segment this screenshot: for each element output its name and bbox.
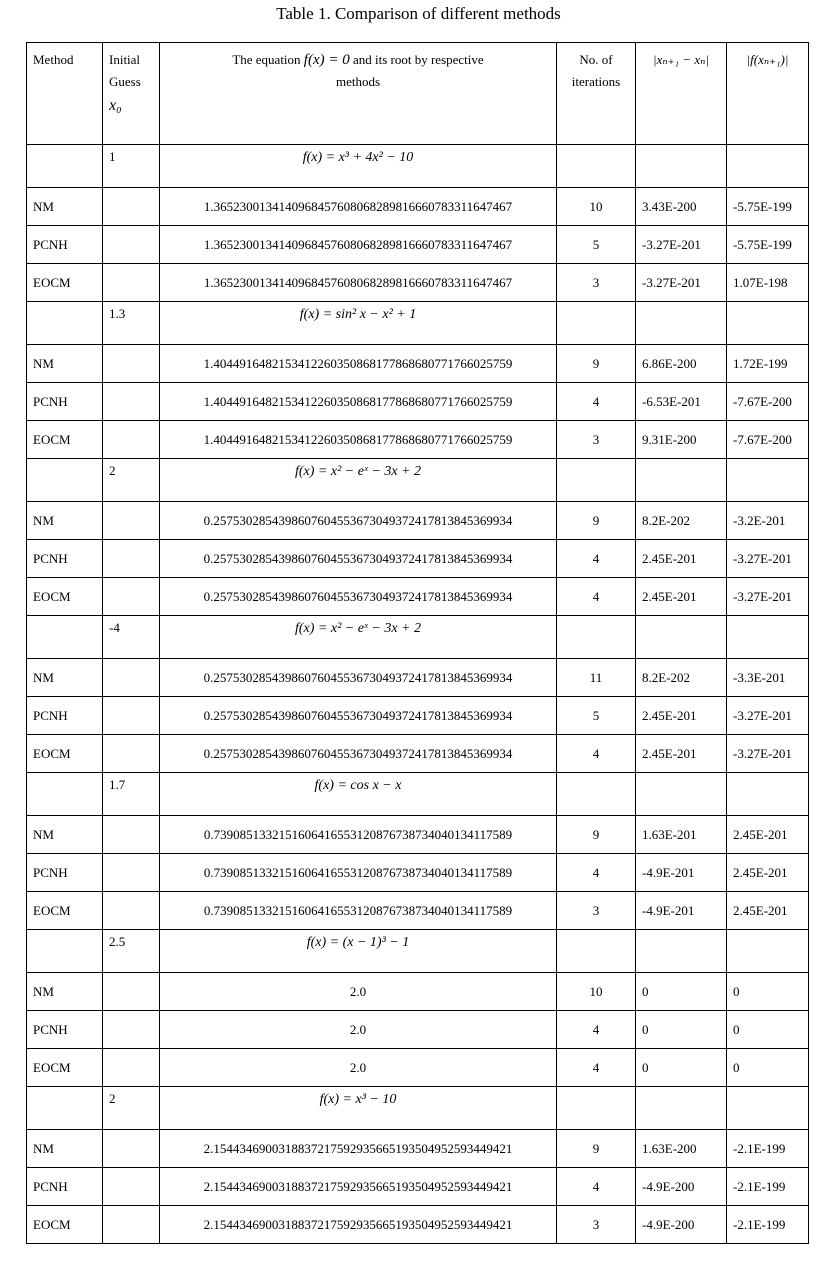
header-equation xyxy=(160,43,557,145)
method-cell: NM xyxy=(27,502,103,540)
function-value-cell: -5.75E-199 xyxy=(727,226,809,264)
iterations-cell: 10 xyxy=(557,188,636,226)
iterations-cell: 3 xyxy=(557,892,636,930)
iterations-cell: 10 xyxy=(557,973,636,1011)
empty-cell xyxy=(557,302,636,345)
header-guess-line1: Initial xyxy=(109,52,141,67)
function-value-cell: -3.27E-201 xyxy=(727,735,809,773)
empty-cell xyxy=(103,816,160,854)
empty-cell xyxy=(636,459,727,502)
empty-cell xyxy=(727,1087,809,1130)
function-value-cell: -7.67E-200 xyxy=(727,383,809,421)
empty-cell xyxy=(103,421,160,459)
function-value-cell: -3.27E-201 xyxy=(727,578,809,616)
equation-text: f(x) = sin² x − x² + 1 xyxy=(299,307,417,322)
iterations-cell: 4 xyxy=(557,854,636,892)
equation-cell xyxy=(160,145,557,188)
function-value-cell: 2.45E-201 xyxy=(727,892,809,930)
equation-row xyxy=(27,930,809,973)
difference-cell: -4.9E-200 xyxy=(636,1206,727,1244)
header-eq-suffix-2: methods xyxy=(335,74,381,89)
difference-cell: -4.9E-201 xyxy=(636,892,727,930)
iterations-cell: 3 xyxy=(557,264,636,302)
function-value-cell: 2.45E-201 xyxy=(727,816,809,854)
root-cell: 0.2575302854398607604553673049372417813845369934 xyxy=(160,697,557,735)
difference-cell: 0 xyxy=(636,973,727,1011)
difference-cell: -4.9E-200 xyxy=(636,1168,727,1206)
root-cell: 2.0 xyxy=(160,1011,557,1049)
initial-guess-cell: 1 xyxy=(103,145,160,188)
table-row xyxy=(27,697,809,735)
iterations-cell: 3 xyxy=(557,1206,636,1244)
empty-cell xyxy=(27,302,103,345)
empty-cell xyxy=(557,145,636,188)
root-cell: 2.1544346900318837217592935665193504952593449421 xyxy=(160,1168,557,1206)
empty-cell xyxy=(103,1206,160,1244)
header-function-value xyxy=(727,43,809,145)
difference-cell: -4.9E-201 xyxy=(636,854,727,892)
difference-cell: 2.45E-201 xyxy=(636,697,727,735)
method-cell: PCNH xyxy=(27,226,103,264)
empty-cell xyxy=(27,459,103,502)
method-cell: NM xyxy=(27,816,103,854)
equation-cell xyxy=(160,930,557,973)
empty-cell xyxy=(727,616,809,659)
root-cell: 1.3652300134140968457608068289816660783311647467 xyxy=(160,226,557,264)
table-row xyxy=(27,502,809,540)
function-value-cell: 1.72E-199 xyxy=(727,345,809,383)
equation-row xyxy=(27,1087,809,1130)
table-row xyxy=(27,1049,809,1087)
empty-cell xyxy=(103,540,160,578)
table-row xyxy=(27,816,809,854)
table-row xyxy=(27,345,809,383)
equation-text: f(x) = (x − 1)³ − 1 xyxy=(306,935,410,950)
difference-cell: 6.86E-200 xyxy=(636,345,727,383)
equation-row xyxy=(27,302,809,345)
header-difference xyxy=(636,43,727,145)
root-cell: 0.7390851332151606416553120876738734040134117589 xyxy=(160,892,557,930)
table-row xyxy=(27,659,809,697)
empty-cell xyxy=(557,616,636,659)
difference-cell: 2.45E-201 xyxy=(636,735,727,773)
header-guess-symbol: x₀ xyxy=(109,97,122,114)
iterations-cell: 4 xyxy=(557,735,636,773)
empty-cell xyxy=(557,773,636,816)
empty-cell xyxy=(727,302,809,345)
method-cell: NM xyxy=(27,345,103,383)
difference-cell: 1.63E-200 xyxy=(636,1130,727,1168)
method-cell: NM xyxy=(27,1130,103,1168)
empty-cell xyxy=(103,383,160,421)
root-cell: 0.2575302854398607604553673049372417813845369934 xyxy=(160,502,557,540)
empty-cell xyxy=(27,1087,103,1130)
equation-cell xyxy=(160,616,557,659)
function-value-cell: -3.27E-201 xyxy=(727,540,809,578)
empty-cell xyxy=(103,578,160,616)
empty-cell xyxy=(103,1049,160,1087)
iterations-cell: 5 xyxy=(557,226,636,264)
header-diff-label: |xₙ₊₁ − xₙ| xyxy=(653,52,709,67)
iterations-cell: 4 xyxy=(557,1011,636,1049)
method-cell: PCNH xyxy=(27,383,103,421)
method-cell: PCNH xyxy=(27,540,103,578)
empty-cell xyxy=(636,616,727,659)
function-value-cell: 0 xyxy=(727,1049,809,1087)
difference-cell: 8.2E-202 xyxy=(636,659,727,697)
difference-cell: 2.45E-201 xyxy=(636,578,727,616)
root-cell: 0.7390851332151606416553120876738734040134117589 xyxy=(160,816,557,854)
method-cell: EOCM xyxy=(27,578,103,616)
method-cell: PCNH xyxy=(27,854,103,892)
function-value-cell: -3.27E-201 xyxy=(727,697,809,735)
empty-cell xyxy=(103,697,160,735)
function-value-cell: 2.45E-201 xyxy=(727,854,809,892)
header-eq-prefix: The equation xyxy=(232,52,301,67)
empty-cell xyxy=(103,502,160,540)
empty-cell xyxy=(103,188,160,226)
table-row xyxy=(27,188,809,226)
empty-cell xyxy=(103,735,160,773)
difference-cell: -3.27E-201 xyxy=(636,264,727,302)
method-cell: EOCM xyxy=(27,264,103,302)
function-value-cell: 0 xyxy=(727,1011,809,1049)
empty-cell xyxy=(636,930,727,973)
equation-text: f(x) = x³ + 4x² − 10 xyxy=(302,150,414,165)
method-cell: EOCM xyxy=(27,892,103,930)
function-value-cell: -2.1E-199 xyxy=(727,1206,809,1244)
empty-cell xyxy=(103,973,160,1011)
difference-cell: 0 xyxy=(636,1049,727,1087)
table-row xyxy=(27,892,809,930)
difference-cell: -6.53E-201 xyxy=(636,383,727,421)
root-cell: 2.1544346900318837217592935665193504952593449421 xyxy=(160,1130,557,1168)
table-row xyxy=(27,421,809,459)
equation-row xyxy=(27,773,809,816)
table-row xyxy=(27,383,809,421)
equation-text: f(x) = cos x − x xyxy=(314,778,402,793)
initial-guess-cell: -4 xyxy=(103,616,160,659)
empty-cell xyxy=(103,345,160,383)
method-cell: EOCM xyxy=(27,735,103,773)
iterations-cell: 3 xyxy=(557,421,636,459)
iterations-cell: 9 xyxy=(557,1130,636,1168)
iterations-cell: 9 xyxy=(557,345,636,383)
difference-cell: 1.63E-201 xyxy=(636,816,727,854)
equation-cell xyxy=(160,1087,557,1130)
equation-cell xyxy=(160,773,557,816)
iterations-cell: 9 xyxy=(557,502,636,540)
empty-cell xyxy=(103,1168,160,1206)
header-method-label: Method xyxy=(33,52,74,67)
initial-guess-cell: 2 xyxy=(103,459,160,502)
empty-cell xyxy=(27,616,103,659)
empty-cell xyxy=(636,302,727,345)
method-cell: PCNH xyxy=(27,1011,103,1049)
empty-cell xyxy=(27,145,103,188)
root-cell: 2.0 xyxy=(160,973,557,1011)
difference-cell: -3.27E-201 xyxy=(636,226,727,264)
header-iter-line1: No. of xyxy=(579,52,613,67)
equation-row xyxy=(27,616,809,659)
empty-cell xyxy=(636,773,727,816)
empty-cell xyxy=(103,1011,160,1049)
iterations-cell: 4 xyxy=(557,1049,636,1087)
header-row xyxy=(27,43,809,145)
initial-guess-cell: 1.7 xyxy=(103,773,160,816)
method-cell: NM xyxy=(27,659,103,697)
iterations-cell: 11 xyxy=(557,659,636,697)
header-iter-line2: iterations xyxy=(571,74,621,89)
empty-cell xyxy=(103,226,160,264)
root-cell: 1.4044916482153412260350868177868680771766025759 xyxy=(160,421,557,459)
table-row xyxy=(27,1206,809,1244)
table-body xyxy=(27,43,809,1244)
equation-cell xyxy=(160,459,557,502)
header-initial-guess xyxy=(103,43,160,145)
function-value-cell: -7.67E-200 xyxy=(727,421,809,459)
root-cell: 1.3652300134140968457608068289816660783311647467 xyxy=(160,264,557,302)
equation-row xyxy=(27,145,809,188)
empty-cell xyxy=(27,930,103,973)
equation-text: f(x) = x² − eˣ − 3x + 2 xyxy=(294,621,421,636)
root-cell: 0.2575302854398607604553673049372417813845369934 xyxy=(160,578,557,616)
method-cell: PCNH xyxy=(27,1168,103,1206)
empty-cell xyxy=(727,930,809,973)
function-value-cell: -3.2E-201 xyxy=(727,502,809,540)
root-cell: 0.7390851332151606416553120876738734040134117589 xyxy=(160,854,557,892)
table-row xyxy=(27,735,809,773)
empty-cell xyxy=(557,459,636,502)
empty-cell xyxy=(103,659,160,697)
header-method xyxy=(27,43,103,145)
table-row xyxy=(27,226,809,264)
equation-text: f(x) = x³ − 10 xyxy=(319,1092,397,1107)
root-cell: 1.3652300134140968457608068289816660783311647467 xyxy=(160,188,557,226)
method-cell: NM xyxy=(27,188,103,226)
header-iterations xyxy=(557,43,636,145)
difference-cell: 0 xyxy=(636,1011,727,1049)
empty-cell xyxy=(727,459,809,502)
root-cell: 1.4044916482153412260350868177868680771766025759 xyxy=(160,345,557,383)
root-cell: 2.1544346900318837217592935665193504952593449421 xyxy=(160,1206,557,1244)
function-value-cell: -5.75E-199 xyxy=(727,188,809,226)
root-cell: 0.2575302854398607604553673049372417813845369934 xyxy=(160,540,557,578)
comparison-table xyxy=(26,42,809,1244)
method-cell: NM xyxy=(27,973,103,1011)
difference-cell: 3.43E-200 xyxy=(636,188,727,226)
table-row xyxy=(27,540,809,578)
table-row xyxy=(27,1011,809,1049)
method-cell: EOCM xyxy=(27,1206,103,1244)
table-row xyxy=(27,578,809,616)
iterations-cell: 4 xyxy=(557,383,636,421)
root-cell: 2.0 xyxy=(160,1049,557,1087)
header-guess-line2: Guess xyxy=(109,74,141,89)
empty-cell xyxy=(103,1130,160,1168)
function-value-cell: 1.07E-198 xyxy=(727,264,809,302)
table-row xyxy=(27,1130,809,1168)
method-cell: PCNH xyxy=(27,697,103,735)
empty-cell xyxy=(103,264,160,302)
initial-guess-cell: 2.5 xyxy=(103,930,160,973)
empty-cell xyxy=(103,854,160,892)
table-caption: Table 1. Comparison of different methods xyxy=(276,4,561,23)
iterations-cell: 5 xyxy=(557,697,636,735)
empty-cell xyxy=(636,145,727,188)
method-cell: EOCM xyxy=(27,1049,103,1087)
header-eq-formula: f(x) = 0 xyxy=(303,52,350,68)
function-value-cell: -3.3E-201 xyxy=(727,659,809,697)
initial-guess-cell: 1.3 xyxy=(103,302,160,345)
difference-cell: 2.45E-201 xyxy=(636,540,727,578)
root-cell: 1.4044916482153412260350868177868680771766025759 xyxy=(160,383,557,421)
equation-cell xyxy=(160,302,557,345)
equation-text: f(x) = x² − eˣ − 3x + 2 xyxy=(294,464,421,479)
empty-cell xyxy=(103,892,160,930)
table-row xyxy=(27,264,809,302)
equation-row xyxy=(27,459,809,502)
header-eq-suffix-1: and its root by respective xyxy=(352,52,484,67)
iterations-cell: 4 xyxy=(557,578,636,616)
difference-cell: 9.31E-200 xyxy=(636,421,727,459)
empty-cell xyxy=(557,1087,636,1130)
empty-cell xyxy=(727,773,809,816)
root-cell: 0.2575302854398607604553673049372417813845369934 xyxy=(160,735,557,773)
function-value-cell: -2.1E-199 xyxy=(727,1130,809,1168)
method-cell: EOCM xyxy=(27,421,103,459)
root-cell: 0.2575302854398607604553673049372417813845369934 xyxy=(160,659,557,697)
empty-cell xyxy=(727,145,809,188)
function-value-cell: 0 xyxy=(727,973,809,1011)
table-row xyxy=(27,973,809,1011)
function-value-cell: -2.1E-199 xyxy=(727,1168,809,1206)
header-fval-label: |f(xₙ₊₁)| xyxy=(746,52,789,67)
iterations-cell: 4 xyxy=(557,540,636,578)
initial-guess-cell: 2 xyxy=(103,1087,160,1130)
empty-cell xyxy=(27,773,103,816)
empty-cell xyxy=(557,930,636,973)
table-row xyxy=(27,1168,809,1206)
table-row xyxy=(27,854,809,892)
empty-cell xyxy=(636,1087,727,1130)
difference-cell: 8.2E-202 xyxy=(636,502,727,540)
iterations-cell: 9 xyxy=(557,816,636,854)
iterations-cell: 4 xyxy=(557,1168,636,1206)
